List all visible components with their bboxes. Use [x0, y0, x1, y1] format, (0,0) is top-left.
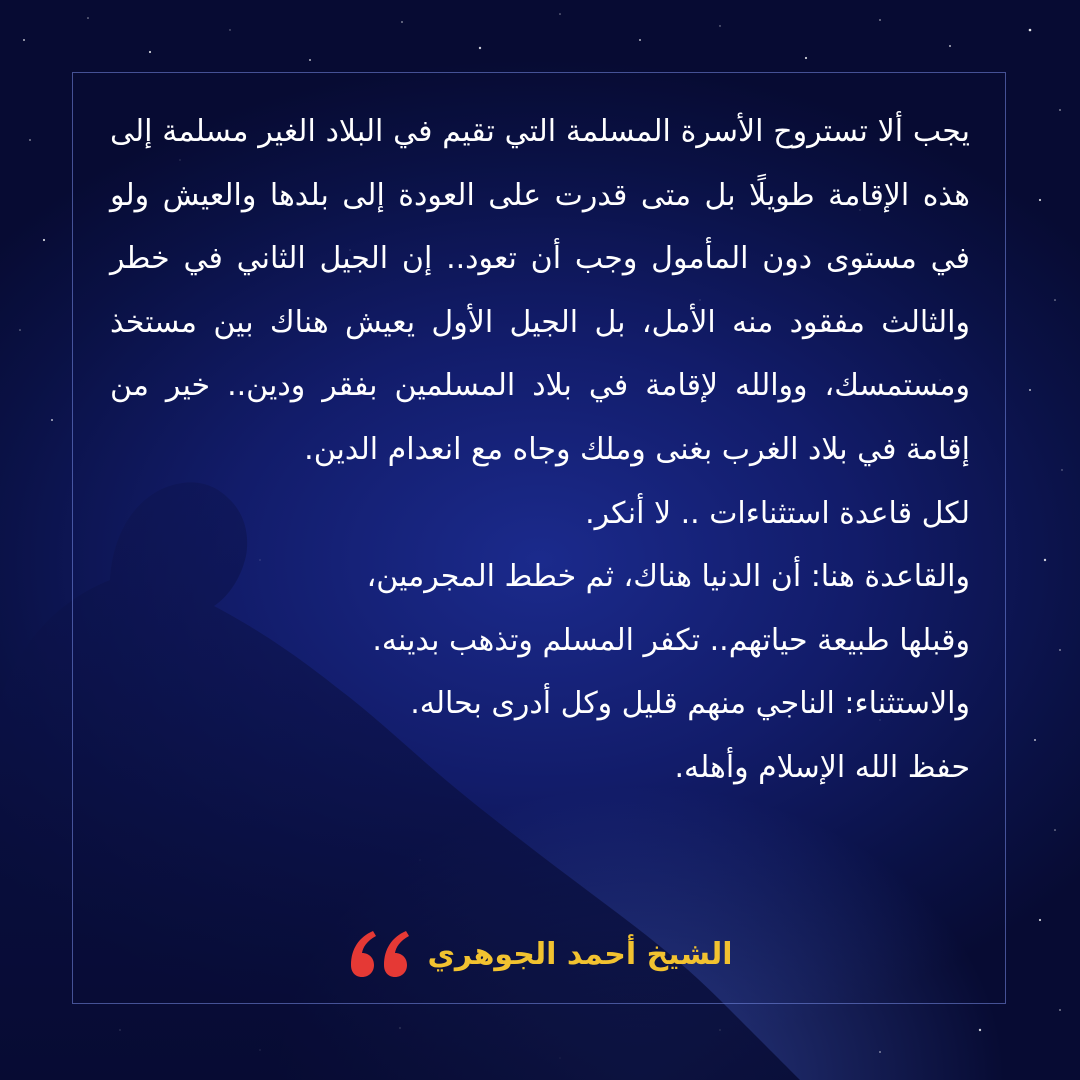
quote-paragraph: والاستثناء: الناجي منهم قليل وكل أدرى بحاله. — [410, 686, 970, 722]
quote-paragraph: وقبلها طبيعة حياتهم.. تكفر المسلم وتذهب بدينه. — [372, 622, 970, 658]
quote-paragraph: لكل قاعدة استثناءات .. لا أنكر. — [585, 495, 970, 531]
quote-paragraph: يجب ألا تستروح الأسرة المسلمة التي تقيم في البلاد الغير مسلمة إلى هذه الإقامة طويلًا بل متى قدرت على العودة إلى بلدها والعيش ولو في مستوى دون المأمول وجب أن تعود.. إن الجيل الثاني في خطر والثالث مفقود منه الأمل، بل الجيل الأول يعيش هناك بين مستخذ ومستمسك، ووالله لإقامة في بلاد المسلمين بفقر ودين.. خير من إقامة في بلاد الغرب بغنى وملك وجاه مع انعدام الدين. — [110, 114, 970, 467]
quote-paragraph: حفظ الله الإسلام وأهله. — [674, 749, 970, 785]
quote-body — [110, 100, 970, 800]
author-name: الشيخ أحمد الجوهري — [427, 936, 733, 972]
attribution — [0, 924, 1080, 984]
quote-marks-icon — [347, 929, 413, 979]
quote-paragraph: والقاعدة هنا: أن الدنيا هناك، ثم خطط المجرمين، — [366, 559, 970, 595]
